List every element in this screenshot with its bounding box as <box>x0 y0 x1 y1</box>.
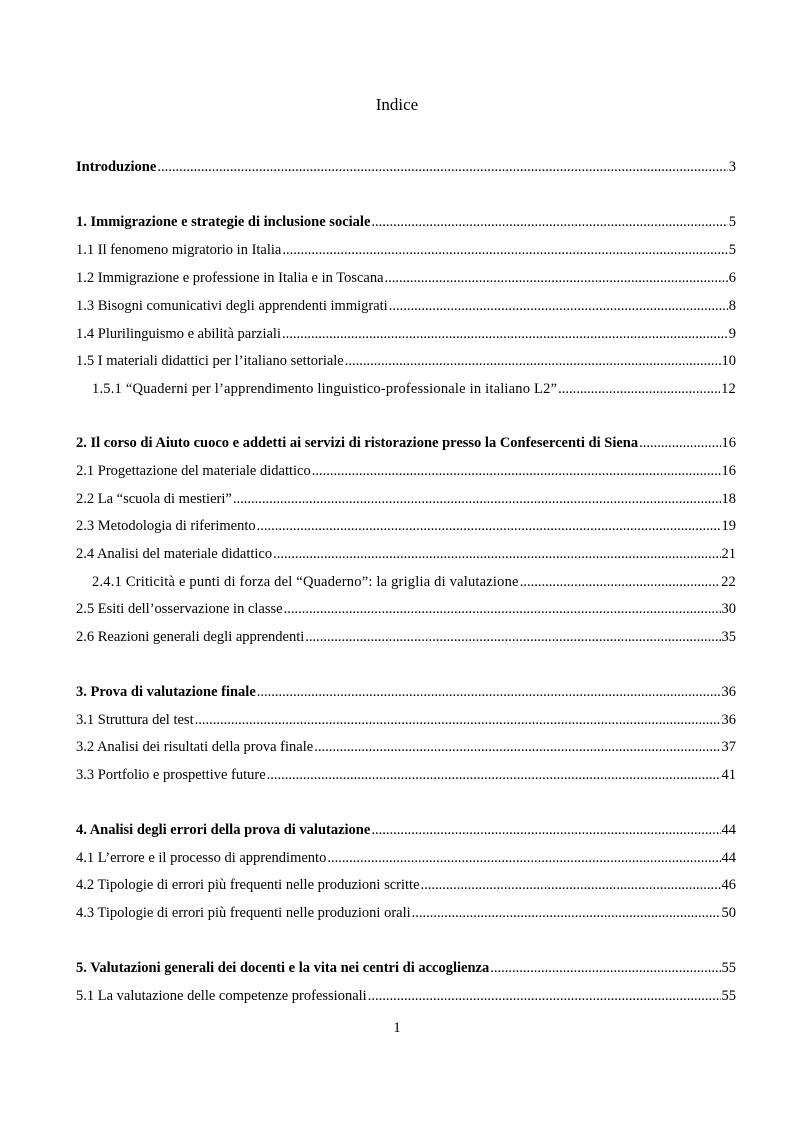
toc-entry-page: 41 <box>721 767 736 783</box>
toc-entry-4-3[interactable] <box>76 905 736 925</box>
toc-entry-page: 55 <box>721 960 736 976</box>
toc-entry-label: 2.4.1 Criticità e punti di forza del “Quaderno”: la griglia di valutazione <box>92 574 519 590</box>
dot-leader <box>412 905 721 922</box>
toc-entry-page: 46 <box>721 877 736 893</box>
dot-leader <box>305 629 720 646</box>
toc-entry-5-1[interactable] <box>76 988 736 1008</box>
toc-entry-chapter-3[interactable] <box>76 684 736 704</box>
toc-entry-1-5-1[interactable] <box>92 381 736 401</box>
dot-leader <box>273 546 720 563</box>
dot-leader <box>520 574 720 591</box>
toc-entry-page: 36 <box>721 712 736 728</box>
dot-leader <box>157 159 727 176</box>
toc-entry-label: 3.2 Analisi dei risultati della prova finale <box>76 739 314 755</box>
toc-entry-2-6[interactable] <box>76 629 736 649</box>
dot-leader <box>195 712 721 729</box>
toc-entry-page: 18 <box>721 491 736 507</box>
dot-leader <box>284 601 721 618</box>
toc-entry-1-1[interactable] <box>76 242 736 262</box>
toc-entry-page: 35 <box>721 629 736 645</box>
toc-entry-1-3[interactable] <box>76 298 736 318</box>
toc-entry-2-4[interactable] <box>76 546 736 566</box>
dot-leader <box>327 850 720 867</box>
dot-leader <box>267 767 721 784</box>
toc-entry-chapter-2[interactable] <box>76 435 736 455</box>
toc-entry-3-1[interactable] <box>76 712 736 732</box>
toc-entry-label: 1.5.1 “Quaderni per l’apprendimento linguistico-professionale in italiano L2” <box>92 381 558 397</box>
toc-entry-1-2[interactable] <box>76 270 736 290</box>
toc-entry-page: 30 <box>721 601 736 617</box>
toc-entry-label: 2.4 Analisi del materiale didattico <box>76 546 273 562</box>
toc-entry-page: 3 <box>728 159 736 175</box>
toc-entry-chapter-1[interactable] <box>76 214 736 234</box>
toc-entry-1-4[interactable] <box>76 326 736 346</box>
dot-leader <box>421 877 721 894</box>
toc-entry-page: 12 <box>721 381 736 397</box>
toc-entry-page: 5 <box>728 214 736 230</box>
toc-entry-page: 37 <box>721 739 736 755</box>
toc-entry-label: 2.5 Esiti dell’osservazione in classe <box>76 601 283 617</box>
toc-entry-label: 3. Prova di valutazione finale <box>76 684 256 700</box>
page-title: Indice <box>375 95 419 114</box>
dot-leader <box>558 381 720 398</box>
dot-leader <box>257 684 721 701</box>
dot-leader <box>639 435 720 452</box>
toc-entry-page: 21 <box>721 546 736 562</box>
toc-entry-chapter-4[interactable] <box>76 822 736 842</box>
dot-leader <box>490 960 720 977</box>
dot-leader <box>233 491 721 508</box>
toc-entry-page: 44 <box>721 850 736 866</box>
toc-entry-label: 2.3 Metodologia di riferimento <box>76 518 256 534</box>
toc-entry-page: 10 <box>721 353 736 369</box>
dot-leader <box>282 242 727 259</box>
toc-entry-page: 50 <box>721 905 736 921</box>
dot-leader <box>371 822 720 839</box>
toc-entry-label: 1.1 Il fenomeno migratorio in Italia <box>76 242 282 258</box>
toc-entry-4-1[interactable] <box>76 850 736 870</box>
toc-entry-page: 6 <box>728 270 736 286</box>
toc-entry-page: 16 <box>721 463 736 479</box>
toc-entry-label: 5. Valutazioni generali dei docenti e la vita nei centri di accoglienza <box>76 960 490 976</box>
toc-entry-label: 1.4 Plurilinguismo e abilità parziali <box>76 326 281 342</box>
toc-entry-2-2[interactable] <box>76 491 736 511</box>
toc-entry-2-4-1[interactable] <box>92 574 736 594</box>
dot-leader <box>345 353 721 370</box>
toc-entry-label: 2.1 Progettazione del materiale didattico <box>76 463 311 479</box>
toc-entry-label: 4.3 Tipologie di errori più frequenti nelle produzioni orali <box>76 905 411 921</box>
toc-entry-2-3[interactable] <box>76 518 736 538</box>
toc-entry-2-5[interactable] <box>76 601 736 621</box>
toc-entry-page: 9 <box>728 326 736 342</box>
toc-entry-label: 3.3 Portfolio e prospettive future <box>76 767 266 783</box>
toc-entry-1-5[interactable] <box>76 353 736 373</box>
toc-entry-page: 16 <box>721 435 736 451</box>
toc-entry-label: 1. Immigrazione e strategie di inclusione sociale <box>76 214 371 230</box>
dot-leader <box>257 518 721 535</box>
toc-entry-3-3[interactable] <box>76 767 736 787</box>
dot-leader <box>314 739 720 756</box>
toc-entry-label: 4.1 L’errore e il processo di apprendimento <box>76 850 327 866</box>
toc-entry-page: 5 <box>728 242 736 258</box>
toc-entry-label: 2.6 Reazioni generali degli apprendenti <box>76 629 305 645</box>
dot-leader <box>385 270 728 287</box>
toc-entry-label: 3.1 Struttura del test <box>76 712 194 728</box>
toc-entry-4-2[interactable] <box>76 877 736 897</box>
toc-entry-page: 36 <box>721 684 736 700</box>
toc-entry-page: 19 <box>721 518 736 534</box>
toc-entry-page: 22 <box>721 574 736 590</box>
toc-entry-introduzione[interactable] <box>76 159 736 179</box>
toc-entry-label: 5.1 La valutazione delle competenze professionali <box>76 988 367 1004</box>
toc-entry-2-1[interactable] <box>76 463 736 483</box>
toc-entry-page: 55 <box>721 988 736 1004</box>
toc-entry-label: 4. Analisi degli errori della prova di valutazione <box>76 822 371 838</box>
toc-entry-label: 1.5 I materiali didattici per l’italiano settoriale <box>76 353 344 369</box>
dot-leader <box>282 326 728 343</box>
toc-entry-label: 1.2 Immigrazione e professione in Italia e in Toscana <box>76 270 384 286</box>
page-number: 1 <box>393 1020 401 1036</box>
toc-entry-page: 8 <box>728 298 736 314</box>
dot-leader <box>389 298 728 315</box>
dot-leader <box>371 214 727 231</box>
toc-entry-label: 2.2 La “scuola di mestieri” <box>76 491 232 507</box>
dot-leader <box>312 463 721 480</box>
toc-entry-label: 4.2 Tipologie di errori più frequenti nelle produzioni scritte <box>76 877 420 893</box>
toc-entry-chapter-5[interactable] <box>76 960 736 980</box>
dot-leader <box>368 988 721 1005</box>
toc-entry-3-2[interactable] <box>76 739 736 759</box>
toc-entry-label: Introduzione <box>76 159 157 175</box>
toc-entry-label: 2. Il corso di Aiuto cuoco e addetti ai servizi di ristorazione presso la Confesercenti di Siena <box>76 435 639 451</box>
toc-entry-page: 44 <box>721 822 736 838</box>
toc-entry-label: 1.3 Bisogni comunicativi degli apprendenti immigrati <box>76 298 388 314</box>
